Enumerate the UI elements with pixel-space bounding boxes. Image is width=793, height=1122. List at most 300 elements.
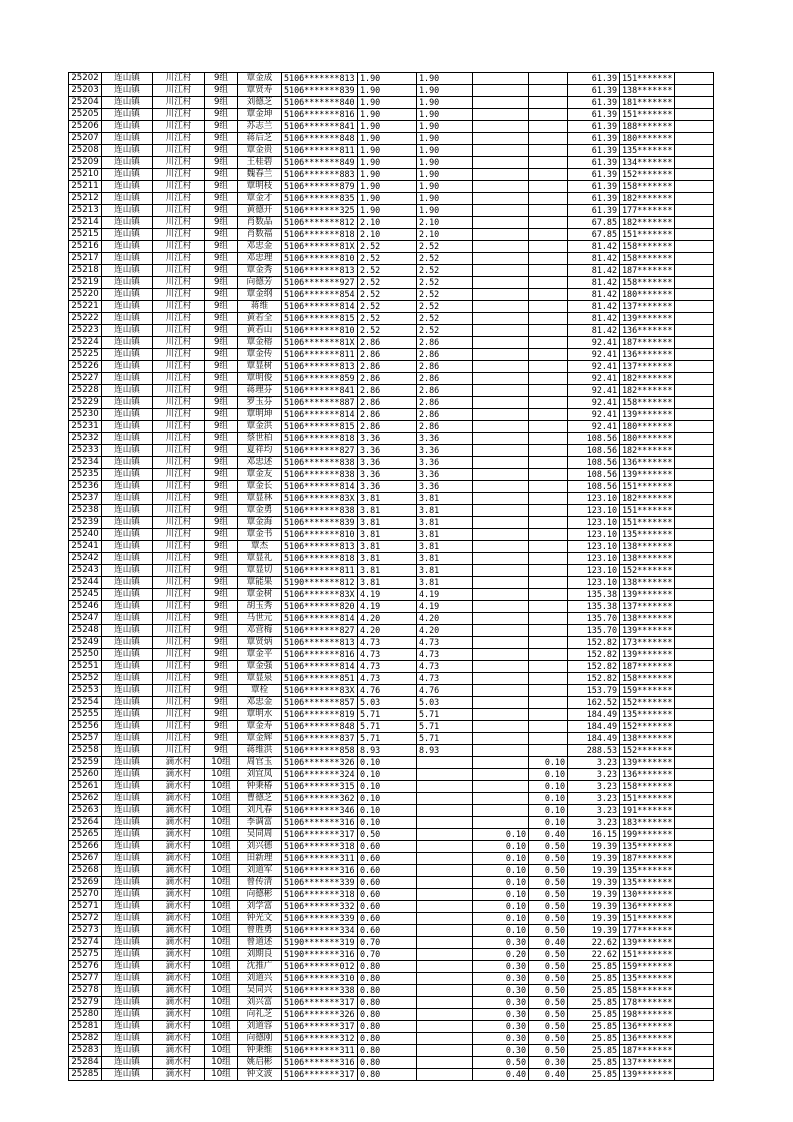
- col-a-cell: [417, 961, 473, 973]
- group-cell: 10组: [205, 757, 238, 769]
- village-cell: 川江村: [153, 181, 205, 193]
- id-cell: 5106*******859: [282, 373, 358, 385]
- phone-cell: 138*******: [620, 553, 675, 565]
- table-row: [69, 829, 714, 841]
- col-c-cell: 0.50: [529, 961, 568, 973]
- col-a-cell: [417, 769, 473, 781]
- empty-cell: [675, 349, 714, 361]
- group-cell: 9组: [205, 541, 238, 553]
- id-cell: 5106*******819: [282, 709, 358, 721]
- col-a-cell: [417, 949, 473, 961]
- col-c-cell: 0.50: [529, 973, 568, 985]
- col-b-cell: [473, 97, 529, 109]
- col-a-cell: 3.81: [417, 565, 473, 577]
- empty-cell: [675, 481, 714, 493]
- village-cell: 川江村: [153, 745, 205, 757]
- area-cell: 0.80: [358, 1069, 417, 1081]
- amount-cell: 108.56: [568, 433, 620, 445]
- town-cell: 连山镇: [102, 973, 153, 985]
- name-cell: 魏春兰: [238, 169, 282, 181]
- name-cell: 覃明俊: [238, 373, 282, 385]
- amount-cell: 3.23: [568, 793, 620, 805]
- empty-cell: [675, 397, 714, 409]
- group-cell: 9组: [205, 193, 238, 205]
- amount-cell: 25.85: [568, 1045, 620, 1057]
- phone-cell: 130*******: [620, 889, 675, 901]
- col-b-cell: [473, 229, 529, 241]
- empty-cell: [675, 853, 714, 865]
- area-cell: 0.80: [358, 1021, 417, 1033]
- amount-cell: 184.49: [568, 721, 620, 733]
- id-cell: 5190*******319: [282, 937, 358, 949]
- row-number-cell: 25218: [69, 265, 102, 277]
- col-b-cell: [473, 553, 529, 565]
- table-row: [69, 985, 714, 997]
- village-cell: 川江村: [153, 241, 205, 253]
- col-a-cell: 2.10: [417, 229, 473, 241]
- name-cell: 曾传清: [238, 877, 282, 889]
- empty-cell: [675, 169, 714, 181]
- col-c-cell: [529, 97, 568, 109]
- village-cell: 川江村: [153, 73, 205, 85]
- col-b-cell: [473, 73, 529, 85]
- col-b-cell: 0.10: [473, 889, 529, 901]
- col-b-cell: [473, 397, 529, 409]
- village-cell: 滴水村: [153, 901, 205, 913]
- group-cell: 9组: [205, 277, 238, 289]
- phone-cell: 180*******: [620, 289, 675, 301]
- id-cell: 5106*******848: [282, 721, 358, 733]
- empty-cell: [675, 181, 714, 193]
- town-cell: 连山镇: [102, 1033, 153, 1045]
- col-a-cell: [417, 1009, 473, 1021]
- table-row: [69, 373, 714, 385]
- col-c-cell: [529, 733, 568, 745]
- name-cell: 曹德芝: [238, 793, 282, 805]
- village-cell: 川江村: [153, 493, 205, 505]
- name-cell: 覃杰: [238, 541, 282, 553]
- col-b-cell: [473, 133, 529, 145]
- col-a-cell: [417, 829, 473, 841]
- name-cell: 覃金寿: [238, 721, 282, 733]
- town-cell: 连山镇: [102, 817, 153, 829]
- table-row: [69, 685, 714, 697]
- data-table: [68, 72, 714, 1081]
- col-a-cell: 2.86: [417, 373, 473, 385]
- town-cell: 连山镇: [102, 325, 153, 337]
- col-a-cell: 1.90: [417, 157, 473, 169]
- town-cell: 连山镇: [102, 433, 153, 445]
- col-a-cell: 2.86: [417, 397, 473, 409]
- id-cell: 5106*******812: [282, 217, 358, 229]
- col-b-cell: [473, 745, 529, 757]
- id-cell: 5106*******879: [282, 181, 358, 193]
- amount-cell: 92.41: [568, 349, 620, 361]
- col-b-cell: 0.30: [473, 1033, 529, 1045]
- area-cell: 2.86: [358, 421, 417, 433]
- row-number-cell: 25237: [69, 493, 102, 505]
- table-row: [69, 673, 714, 685]
- phone-cell: 137*******: [620, 361, 675, 373]
- area-cell: 5.03: [358, 697, 417, 709]
- table-row: [69, 397, 714, 409]
- col-a-cell: [417, 1021, 473, 1033]
- village-cell: 滴水村: [153, 985, 205, 997]
- col-b-cell: [473, 241, 529, 253]
- name-cell: 覃贤寿: [238, 85, 282, 97]
- group-cell: 9组: [205, 241, 238, 253]
- empty-cell: [675, 1069, 714, 1081]
- row-number-cell: 25226: [69, 361, 102, 373]
- phone-cell: 178*******: [620, 997, 675, 1009]
- area-cell: 2.52: [358, 325, 417, 337]
- empty-cell: [675, 73, 714, 85]
- id-cell: 5106*******813: [282, 73, 358, 85]
- area-cell: 4.73: [358, 649, 417, 661]
- village-cell: 川江村: [153, 589, 205, 601]
- row-number-cell: 25239: [69, 517, 102, 529]
- col-a-cell: 1.90: [417, 205, 473, 217]
- id-cell: 5106*******857: [282, 697, 358, 709]
- village-cell: 川江村: [153, 217, 205, 229]
- town-cell: 连山镇: [102, 133, 153, 145]
- town-cell: 连山镇: [102, 685, 153, 697]
- village-cell: 川江村: [153, 553, 205, 565]
- phone-cell: 182*******: [620, 217, 675, 229]
- table-row: [69, 421, 714, 433]
- group-cell: 9组: [205, 289, 238, 301]
- empty-cell: [675, 289, 714, 301]
- id-cell: 5106*******326: [282, 1009, 358, 1021]
- col-a-cell: 2.52: [417, 265, 473, 277]
- table-row: [69, 193, 714, 205]
- group-cell: 9组: [205, 397, 238, 409]
- town-cell: 连山镇: [102, 877, 153, 889]
- table-row: [69, 577, 714, 589]
- empty-cell: [675, 505, 714, 517]
- table-row: [69, 709, 714, 721]
- phone-cell: 135*******: [620, 865, 675, 877]
- phone-cell: 137*******: [620, 1057, 675, 1069]
- empty-cell: [675, 445, 714, 457]
- group-cell: 10组: [205, 985, 238, 997]
- empty-cell: [675, 697, 714, 709]
- phone-cell: 182*******: [620, 373, 675, 385]
- table-row: [69, 601, 714, 613]
- phone-cell: 136*******: [620, 769, 675, 781]
- phone-cell: 139*******: [620, 313, 675, 325]
- id-cell: 5106*******827: [282, 625, 358, 637]
- row-number-cell: 25207: [69, 133, 102, 145]
- town-cell: 连山镇: [102, 181, 153, 193]
- col-a-cell: [417, 925, 473, 937]
- empty-cell: [675, 865, 714, 877]
- name-cell: 向德彬: [238, 889, 282, 901]
- table-row: [69, 121, 714, 133]
- row-number-cell: 25261: [69, 781, 102, 793]
- phone-cell: 138*******: [620, 613, 675, 625]
- phone-cell: 136*******: [620, 1033, 675, 1045]
- row-number-cell: 25235: [69, 469, 102, 481]
- empty-cell: [675, 625, 714, 637]
- phone-cell: 152*******: [620, 697, 675, 709]
- col-c-cell: [529, 493, 568, 505]
- col-b-cell: 0.50: [473, 1057, 529, 1069]
- col-c-cell: [529, 325, 568, 337]
- town-cell: 连山镇: [102, 397, 153, 409]
- area-cell: 2.52: [358, 253, 417, 265]
- col-b-cell: [473, 445, 529, 457]
- table-row: [69, 973, 714, 985]
- col-b-cell: [473, 637, 529, 649]
- id-cell: 5106*******317: [282, 1069, 358, 1081]
- amount-cell: 61.39: [568, 133, 620, 145]
- row-number-cell: 25262: [69, 793, 102, 805]
- col-c-cell: [529, 517, 568, 529]
- town-cell: 连山镇: [102, 1069, 153, 1081]
- id-cell: 5106*******815: [282, 313, 358, 325]
- col-a-cell: 1.90: [417, 193, 473, 205]
- phone-cell: 199*******: [620, 829, 675, 841]
- col-a-cell: 3.81: [417, 553, 473, 565]
- phone-cell: 180*******: [620, 133, 675, 145]
- name-cell: 马世元: [238, 613, 282, 625]
- group-cell: 10组: [205, 793, 238, 805]
- amount-cell: 67.85: [568, 217, 620, 229]
- id-cell: 5106*******332: [282, 901, 358, 913]
- empty-cell: [675, 649, 714, 661]
- group-cell: 10组: [205, 949, 238, 961]
- group-cell: 10组: [205, 865, 238, 877]
- town-cell: 连山镇: [102, 937, 153, 949]
- id-cell: 5106*******851: [282, 673, 358, 685]
- village-cell: 川江村: [153, 661, 205, 673]
- empty-cell: [675, 157, 714, 169]
- amount-cell: 92.41: [568, 397, 620, 409]
- col-c-cell: 0.50: [529, 865, 568, 877]
- table-row: [69, 625, 714, 637]
- row-number-cell: 25263: [69, 805, 102, 817]
- col-a-cell: [417, 865, 473, 877]
- empty-cell: [675, 529, 714, 541]
- table-row: [69, 349, 714, 361]
- group-cell: 9组: [205, 613, 238, 625]
- name-cell: 邓忠述: [238, 457, 282, 469]
- town-cell: 连山镇: [102, 757, 153, 769]
- row-number-cell: 25248: [69, 625, 102, 637]
- area-cell: 0.80: [358, 1057, 417, 1069]
- amount-cell: 16.15: [568, 829, 620, 841]
- town-cell: 连山镇: [102, 841, 153, 853]
- amount-cell: 81.42: [568, 313, 620, 325]
- group-cell: 9组: [205, 313, 238, 325]
- amount-cell: 61.39: [568, 205, 620, 217]
- col-b-cell: 0.30: [473, 1045, 529, 1057]
- col-c-cell: 0.50: [529, 889, 568, 901]
- group-cell: 9组: [205, 445, 238, 457]
- area-cell: 1.90: [358, 205, 417, 217]
- col-b-cell: 0.30: [473, 973, 529, 985]
- town-cell: 连山镇: [102, 793, 153, 805]
- area-cell: 1.90: [358, 157, 417, 169]
- town-cell: 连山镇: [102, 853, 153, 865]
- area-cell: 4.73: [358, 673, 417, 685]
- table-row: [69, 1069, 714, 1081]
- row-number-cell: 25249: [69, 637, 102, 649]
- col-b-cell: 0.10: [473, 925, 529, 937]
- id-cell: 5106*******814: [282, 409, 358, 421]
- phone-cell: 151*******: [620, 517, 675, 529]
- col-a-cell: 5.71: [417, 733, 473, 745]
- empty-cell: [675, 205, 714, 217]
- name-cell: 蒋后芝: [238, 133, 282, 145]
- col-b-cell: 0.10: [473, 853, 529, 865]
- table-row: [69, 565, 714, 577]
- amount-cell: 81.42: [568, 265, 620, 277]
- empty-cell: [675, 1045, 714, 1057]
- amount-cell: 61.39: [568, 157, 620, 169]
- phone-cell: 182*******: [620, 193, 675, 205]
- id-cell: 5106*******841: [282, 385, 358, 397]
- amount-cell: 81.42: [568, 277, 620, 289]
- table-row: [69, 613, 714, 625]
- table-row: [69, 505, 714, 517]
- id-cell: 5106*******811: [282, 145, 358, 157]
- col-b-cell: [473, 697, 529, 709]
- row-number-cell: 25269: [69, 877, 102, 889]
- id-cell: 5106*******334: [282, 925, 358, 937]
- amount-cell: 25.85: [568, 985, 620, 997]
- table-row: [69, 769, 714, 781]
- empty-cell: [675, 97, 714, 109]
- village-cell: 川江村: [153, 205, 205, 217]
- village-cell: 滴水村: [153, 1069, 205, 1081]
- col-a-cell: 4.76: [417, 685, 473, 697]
- table-row: [69, 637, 714, 649]
- col-a-cell: 2.86: [417, 337, 473, 349]
- id-cell: 5106*******839: [282, 85, 358, 97]
- amount-cell: 92.41: [568, 421, 620, 433]
- empty-cell: [675, 1009, 714, 1021]
- empty-cell: [675, 829, 714, 841]
- empty-cell: [675, 793, 714, 805]
- table-row: [69, 1057, 714, 1069]
- amount-cell: 288.53: [568, 745, 620, 757]
- col-b-cell: [473, 421, 529, 433]
- town-cell: 连山镇: [102, 469, 153, 481]
- table-row: [69, 337, 714, 349]
- row-number-cell: 25266: [69, 841, 102, 853]
- row-number-cell: 25247: [69, 613, 102, 625]
- name-cell: 邓忠理: [238, 253, 282, 265]
- area-cell: 0.10: [358, 817, 417, 829]
- empty-cell: [675, 517, 714, 529]
- group-cell: 9组: [205, 661, 238, 673]
- town-cell: 连山镇: [102, 889, 153, 901]
- row-number-cell: 25270: [69, 889, 102, 901]
- amount-cell: 123.10: [568, 529, 620, 541]
- col-a-cell: 5.71: [417, 721, 473, 733]
- name-cell: 蔡世柏: [238, 433, 282, 445]
- name-cell: 覃金友: [238, 469, 282, 481]
- col-b-cell: [473, 565, 529, 577]
- town-cell: 连山镇: [102, 445, 153, 457]
- col-b-cell: [473, 349, 529, 361]
- table-row: [69, 205, 714, 217]
- col-b-cell: [473, 541, 529, 553]
- group-cell: 9组: [205, 625, 238, 637]
- row-number-cell: 25280: [69, 1009, 102, 1021]
- col-c-cell: 0.50: [529, 997, 568, 1009]
- group-cell: 9组: [205, 205, 238, 217]
- col-b-cell: [473, 805, 529, 817]
- id-cell: 5106*******816: [282, 109, 358, 121]
- col-a-cell: 1.90: [417, 133, 473, 145]
- village-cell: 川江村: [153, 529, 205, 541]
- name-cell: 吴同兴: [238, 985, 282, 997]
- amount-cell: 123.10: [568, 541, 620, 553]
- col-c-cell: [529, 421, 568, 433]
- col-c-cell: 0.10: [529, 757, 568, 769]
- group-cell: 9组: [205, 469, 238, 481]
- village-cell: 川江村: [153, 685, 205, 697]
- col-a-cell: 3.81: [417, 529, 473, 541]
- name-cell: 钟秉椿: [238, 781, 282, 793]
- empty-cell: [675, 361, 714, 373]
- area-cell: 1.90: [358, 145, 417, 157]
- empty-cell: [675, 409, 714, 421]
- area-cell: 4.76: [358, 685, 417, 697]
- group-cell: 9组: [205, 121, 238, 133]
- amount-cell: 3.23: [568, 805, 620, 817]
- col-a-cell: 8.93: [417, 745, 473, 757]
- amount-cell: 92.41: [568, 409, 620, 421]
- col-a-cell: [417, 997, 473, 1009]
- town-cell: 连山镇: [102, 349, 153, 361]
- phone-cell: 139*******: [620, 649, 675, 661]
- col-a-cell: [417, 1057, 473, 1069]
- village-cell: 川江村: [153, 409, 205, 421]
- group-cell: 9组: [205, 349, 238, 361]
- row-number-cell: 25227: [69, 373, 102, 385]
- group-cell: 9组: [205, 517, 238, 529]
- name-cell: 钟光文: [238, 913, 282, 925]
- col-c-cell: 0.40: [529, 937, 568, 949]
- col-c-cell: 0.10: [529, 805, 568, 817]
- village-cell: 川江村: [153, 733, 205, 745]
- group-cell: 10组: [205, 877, 238, 889]
- name-cell: 覃金秀: [238, 265, 282, 277]
- phone-cell: 159*******: [620, 685, 675, 697]
- empty-cell: [675, 145, 714, 157]
- empty-cell: [675, 457, 714, 469]
- table-row: [69, 301, 714, 313]
- row-number-cell: 25282: [69, 1033, 102, 1045]
- row-number-cell: 25238: [69, 505, 102, 517]
- town-cell: 连山镇: [102, 1009, 153, 1021]
- area-cell: 0.60: [358, 877, 417, 889]
- col-c-cell: [529, 349, 568, 361]
- name-cell: 刘兴富: [238, 997, 282, 1009]
- col-a-cell: 1.90: [417, 97, 473, 109]
- col-c-cell: [529, 361, 568, 373]
- name-cell: 覃金坤: [238, 109, 282, 121]
- col-a-cell: [417, 805, 473, 817]
- amount-cell: 61.39: [568, 85, 620, 97]
- col-a-cell: 3.36: [417, 469, 473, 481]
- amount-cell: 81.42: [568, 289, 620, 301]
- town-cell: 连山镇: [102, 73, 153, 85]
